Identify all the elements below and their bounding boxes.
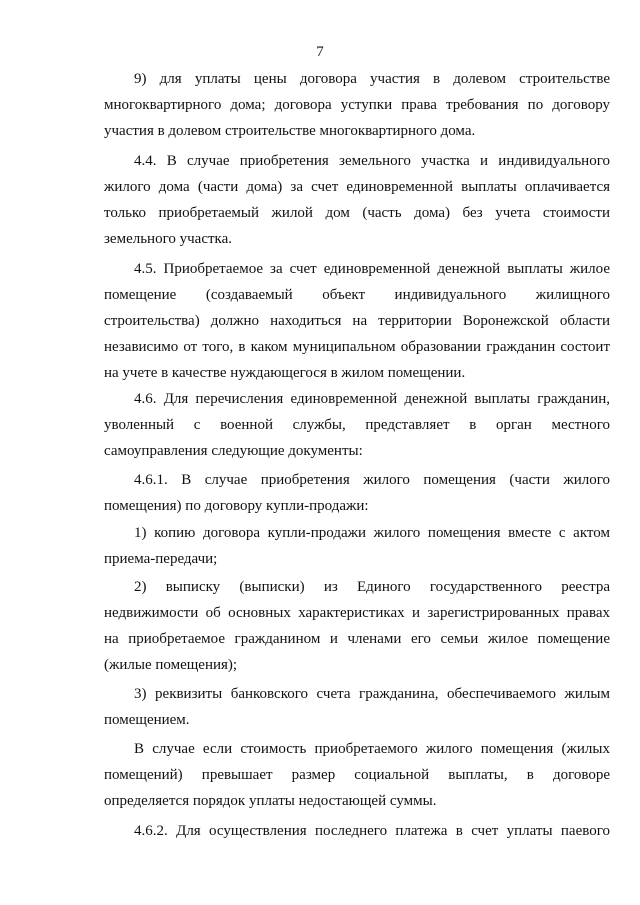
text-line: 4.4. В случае приобретения земельного участка и индивидуального: [134, 153, 610, 169]
text-line: помещения) по договору купли-продажи:: [104, 498, 369, 514]
text-line: на приобретаемое гражданином и членами его семьи жилое помещение: [104, 631, 610, 647]
text-line: на учете в качестве нуждающегося в жилом помещении.: [104, 365, 466, 381]
text-line: 4.6.1. В случае приобретения жилого помещения (части жилого: [134, 472, 610, 488]
text-line: 4.6.2. Для осуществления последнего платежа в счет уплаты паевого: [134, 823, 610, 839]
text-line: 3) реквизиты банковского счета гражданина, обеспечиваемого жилым: [134, 686, 610, 702]
text-line: помещением.: [104, 712, 190, 728]
text-line: строительства) должно находиться на территории Воронежской области: [104, 313, 610, 329]
text-line: независимо от того, в каком муниципальном образовании гражданин состоит: [104, 339, 610, 355]
text-line: 4.5. Приобретаемое за счет единовременной денежной выплаты жилое: [134, 261, 610, 277]
text-line: 1) копию договора купли-продажи жилого помещения вместе с актом: [134, 525, 610, 541]
text-line: самоуправления следующие документы:: [104, 443, 363, 459]
text-line: определяется порядок уплаты недостающей суммы.: [104, 793, 437, 809]
text-line: 4.6. Для перечисления единовременной денежной выплаты гражданин,: [134, 391, 610, 407]
text-line: 2) выписку (выписки) из Единого государственного реестра: [134, 579, 610, 595]
text-line: земельного участка.: [104, 231, 232, 247]
text-line: жилого дома (части дома) за счет единовременной выплаты оплачивается: [104, 179, 610, 195]
text-line: приема-передачи;: [104, 551, 218, 567]
text-line: участия в долевом строительстве многоквартирного дома.: [104, 123, 476, 139]
text-line: (жилые помещения);: [104, 657, 238, 673]
text-line: уволенный с военной службы, представляет в орган местного: [104, 417, 610, 433]
text-line: В случае если стоимость приобретаемого жилого помещения (жилых: [134, 741, 610, 757]
text-line: помещений) превышает размер социальной выплаты, в договоре: [104, 767, 610, 783]
text-line: только приобретаемый жилой дом (часть дома) без учета стоимости: [104, 205, 610, 221]
page-number: 7: [316, 44, 324, 60]
text-line: недвижимости об основных характеристиках и зарегистрированных правах: [104, 605, 610, 621]
text-line: помещение (создаваемый объект индивидуального жилищного: [104, 287, 610, 303]
text-line: многоквартирного дома; договора уступки права требования по договору: [104, 97, 610, 113]
text-line: 9) для уплаты цены договора участия в долевом строительстве: [134, 71, 610, 87]
